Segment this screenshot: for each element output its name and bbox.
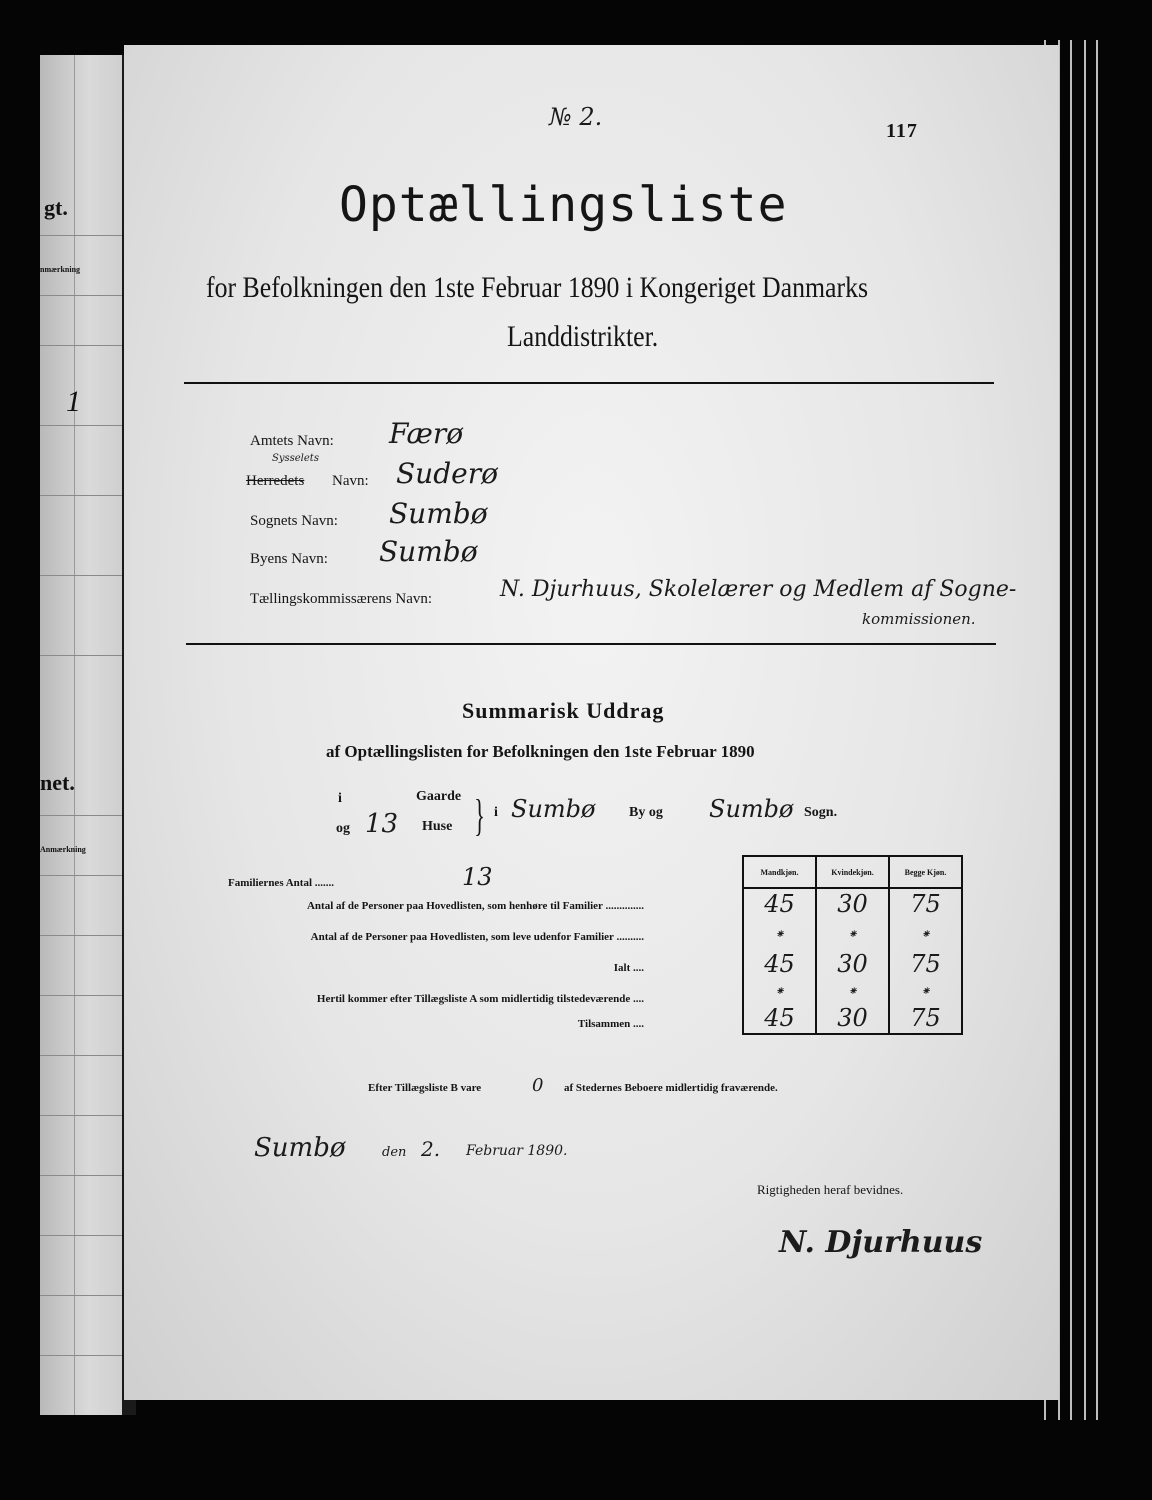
date-den: den — [382, 1145, 407, 1160]
header-kvindekjoen: Kvindekjøn. — [816, 856, 889, 888]
rule — [40, 425, 122, 426]
date-day: 2. — [421, 1137, 441, 1161]
rule — [40, 575, 122, 576]
field-value-sogn: Sumbø — [389, 497, 488, 530]
familier-value: 13 — [462, 863, 493, 891]
summary-table — [742, 855, 963, 1035]
sheet-number: № 2. — [549, 103, 603, 131]
cell: ⁕ — [816, 919, 889, 949]
loc-by-label: By og — [629, 805, 663, 820]
summary-title: Summarisk Uddrag — [462, 698, 665, 723]
table-row — [743, 1003, 962, 1034]
header-rule — [184, 382, 994, 384]
cell: 75 — [889, 949, 962, 979]
cell: 45 — [743, 1003, 816, 1034]
cell: ⁕ — [816, 979, 889, 1003]
date-rest: Februar 1890. — [466, 1143, 568, 1159]
field-value-kommissaer-line1: N. Djurhuus, Skolelærer og Medlem af Sogne- — [500, 577, 1017, 602]
field-label-amt: Amtets Navn: — [250, 433, 334, 449]
row-label-udenfor: Antal af de Personer paa Hovedlisten, som leve udenfor Familier .......... — [310, 931, 644, 943]
field-label-kommissaer: Tællingskommissærens Navn: — [250, 591, 433, 607]
census-form-page — [124, 45, 1059, 1400]
field-struck-herred: Herredets — [246, 473, 305, 489]
field-value-by: Sumbø — [379, 535, 478, 568]
rule — [40, 655, 122, 656]
document-subtitle-line2: Landdistrikter. — [507, 320, 659, 353]
row-label-tillaeg-a: Hertil kommer efter Tillægsliste A som midlertidig tilstedeværende .... — [316, 993, 644, 1005]
summary-subtitle: af Optællingslisten for Befolkningen den 1ste Februar 1890 — [326, 742, 755, 761]
table-row — [743, 949, 962, 979]
field-value-amt: Færø — [389, 417, 464, 450]
loc-gaarde: Gaarde — [416, 789, 462, 804]
rule — [40, 1235, 122, 1236]
loc-i: i — [338, 791, 342, 806]
rule — [40, 875, 122, 876]
left-fragment-2: nmærkning — [40, 265, 81, 274]
loc-huse: Huse — [422, 819, 453, 834]
left-page-strip — [40, 55, 122, 1415]
page-number: 117 — [886, 120, 918, 142]
cell: 75 — [889, 1003, 962, 1034]
left-fragment-5: Anmærkning — [40, 845, 86, 854]
field-value-kommissaer-line2: kommissionen. — [862, 610, 976, 628]
table-row — [743, 888, 962, 919]
field-label-sogn: Sognets Navn: — [250, 513, 338, 529]
cell: ⁕ — [889, 919, 962, 949]
rule — [40, 1115, 122, 1116]
table-row — [743, 919, 962, 949]
row-label-ialt: Ialt .... — [613, 962, 644, 974]
certification-text: Rigtigheden heraf bevidnes. — [757, 1182, 904, 1197]
absent-value: 0 — [532, 1075, 544, 1096]
loc-by-name: Sumbø — [511, 795, 596, 823]
date-place: Sumbø — [254, 1133, 346, 1163]
field-inserted-syssel: Sysselets — [272, 453, 319, 464]
left-fragment-3: 1 — [66, 385, 81, 418]
signature: N. Djurhuus — [779, 1225, 983, 1260]
rule — [40, 345, 122, 346]
fields-rule — [186, 643, 996, 645]
loc-i2: i — [494, 805, 498, 820]
loc-huse-count: 13 — [365, 809, 399, 839]
rule — [40, 995, 122, 996]
field-value-herred: Suderø — [396, 457, 498, 490]
cell: 45 — [743, 888, 816, 919]
row-label-tilsammen: Tilsammen .... — [577, 1018, 644, 1030]
table-header-row — [743, 856, 962, 888]
cell: 30 — [816, 949, 889, 979]
loc-sogn-name: Sumbø — [709, 795, 794, 823]
cell: 30 — [816, 1003, 889, 1034]
loc-brace: } — [474, 791, 485, 840]
left-fragment-1: gt. — [44, 195, 68, 220]
cell: 75 — [889, 888, 962, 919]
rule — [40, 1295, 122, 1296]
rule — [40, 1355, 122, 1356]
rule — [40, 935, 122, 936]
document-title: Optællingsliste — [339, 177, 788, 233]
document-subtitle-line1: for Befolkningen den 1ste Februar 1890 i Kongeriget Danmarks — [206, 271, 869, 304]
loc-sogn-label: Sogn. — [804, 805, 838, 820]
field-label-by: Byens Navn: — [250, 551, 328, 567]
absent-post: af Stedernes Beboere midlertidig fraværende. — [564, 1082, 778, 1094]
margin-rule — [74, 55, 75, 1415]
rule — [40, 495, 122, 496]
row-label-familier: Antal af de Personer paa Hovedlisten, som henhøre til Familier .............. — [306, 900, 644, 912]
field-label-herred: Navn: — [332, 473, 369, 489]
familier-label: Familiernes Antal ....... — [228, 877, 335, 889]
rule — [40, 1175, 122, 1176]
cell: 30 — [816, 888, 889, 919]
absent-pre: Efter Tillægsliste B vare — [368, 1082, 482, 1094]
header-begge: Begge Kjøn. — [889, 856, 962, 888]
cell: ⁕ — [743, 919, 816, 949]
table-row — [743, 979, 962, 1003]
rule — [40, 1055, 122, 1056]
loc-og: og — [336, 821, 350, 836]
cell: 45 — [743, 949, 816, 979]
rule — [40, 295, 122, 296]
header-mandkjoen: Mandkjøn. — [743, 856, 816, 888]
cell: ⁕ — [743, 979, 816, 1003]
left-fragment-4: net. — [40, 770, 75, 795]
cell: ⁕ — [889, 979, 962, 1003]
rule — [40, 815, 122, 816]
rule — [40, 235, 122, 236]
